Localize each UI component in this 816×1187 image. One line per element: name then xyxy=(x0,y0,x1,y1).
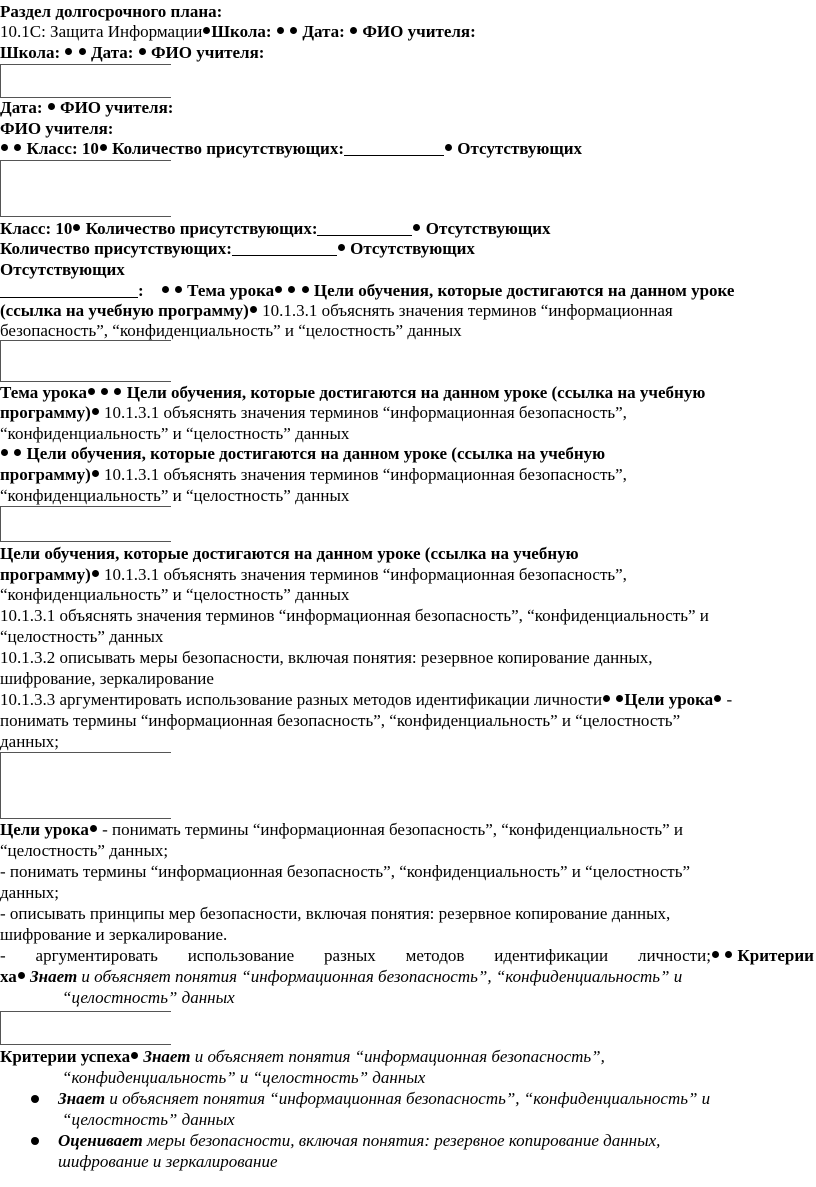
class-line-2: Класс: 10 Количество присутствующих: Отсутствующих xyxy=(0,219,551,238)
goal-1-line-b: данных; xyxy=(0,732,60,751)
goals-line-5: - описывать принципы мер безопасности, включая понятия: резервное копирование данных, xyxy=(0,904,671,923)
present-line: Количество присутствующих: Отсутствующих xyxy=(0,239,475,258)
bullet-icon xyxy=(131,1052,138,1059)
objective-1-line-2: “целостность” данных xyxy=(0,627,164,646)
topic-block-2-line-1: Тема урока Цели обучения, которые достигаются на данном уроке (ссылка на учебную xyxy=(0,383,706,402)
bullet-icon xyxy=(275,286,282,293)
goals-line-2: “целостность” данных; xyxy=(0,841,169,860)
header-line-4: Дата: ФИО учителя: xyxy=(0,98,174,117)
bullet-icon xyxy=(14,144,21,151)
bullet-icon xyxy=(714,695,721,702)
bullet-icon xyxy=(338,244,345,251)
topic-block-2-line-2: программу) 10.1.3.1 объяснять значения терминов “информационная безопасность”, xyxy=(0,403,627,422)
topic-line-1: : Тема урока Цели обучения, которые достигаются на данном уроке xyxy=(0,280,734,301)
bullet-icon xyxy=(92,470,99,477)
bullet-icon xyxy=(288,286,295,293)
goals-block-line-1: Цели обучения, которые достигаются на данном уроке (ссылка на учебную xyxy=(0,544,579,563)
bullet-icon xyxy=(139,48,146,55)
plan-section-label: Раздел долгосрочного плана: xyxy=(0,2,223,21)
topic-block-3-line-1: Цели обучения, которые достигаются на данном уроке (ссылка на учебную xyxy=(0,443,605,464)
bullet-icon xyxy=(18,972,25,979)
bullet-icon xyxy=(290,27,297,34)
bullet-icon xyxy=(101,388,108,395)
topic-line-2: (ссылка на учебную программу) 10.1.3.1 объяснять значения терминов “информационная xyxy=(0,301,673,320)
bullet-icon xyxy=(100,144,107,151)
bullet-icon xyxy=(65,48,72,55)
bullet-icon xyxy=(88,388,95,395)
goals-line-1: Цели урока - понимать термины “информационная безопасность”, “конфиденциальность” и xyxy=(0,820,683,839)
bullet-icon xyxy=(445,144,452,151)
bullet-icon xyxy=(277,27,284,34)
class-line-1: Класс: 10 Количество присутствующих: Отсутствующих xyxy=(0,138,582,159)
goals-line-7: - аргументировать использование разных методов идентификации личности; Критерии xyxy=(0,946,814,965)
table-cell-frame xyxy=(0,160,171,217)
bullet-icon xyxy=(48,103,55,110)
bullet-icon xyxy=(413,224,420,231)
goals-line-3: - понимать термины “информационная безопасность”, “конфиденциальность” и “целостность” xyxy=(0,862,691,881)
bullet-icon xyxy=(92,570,99,577)
goals-block-line-3: “конфиденциальность” и “целостность” данных xyxy=(0,585,350,604)
bullet-icon xyxy=(92,408,99,415)
goals-line-4: данных; xyxy=(0,883,60,902)
bullet-icon xyxy=(1,144,8,151)
table-cell-frame xyxy=(0,340,171,382)
teacher-label: ФИО учителя: xyxy=(0,119,114,138)
section-name: 10.1С: Защита Информации xyxy=(0,22,203,41)
header-line-2: 10.1С: Защита Информации Школа: Дата: ФИО учителя: xyxy=(0,22,476,41)
bullet-icon xyxy=(175,286,182,293)
bullet-icon xyxy=(114,388,121,395)
bullet-icon xyxy=(616,695,623,702)
bullet-icon xyxy=(1,449,8,456)
objective-2-line-1: 10.1.3.2 описывать меры безопасности, включая понятия: резервное копирование данных, xyxy=(0,648,653,667)
bullet-icon xyxy=(712,951,719,958)
table-cell-frame xyxy=(0,506,171,542)
criteria-frag-line-2: “целостность” данных xyxy=(62,988,235,1007)
header-line-3: Школа: Дата: ФИО учителя: xyxy=(0,43,265,62)
bullet-icon xyxy=(302,286,309,293)
criteria-item-evaluates-end: шифрование и зеркалирование xyxy=(58,1152,278,1171)
bullet-icon xyxy=(14,449,21,456)
bullet-icon xyxy=(73,224,80,231)
bullet-icon xyxy=(725,951,732,958)
criteria-line-2: “конфиденциальность” и “целостность” данных xyxy=(62,1068,426,1087)
criteria-item-knows-end: “целостность” данных xyxy=(62,1110,235,1129)
topic-block-3-line-2: программу) 10.1.3.1 объяснять значения терминов “информационная безопасность”, xyxy=(0,465,627,484)
table-cell-frame xyxy=(0,1011,171,1045)
criteria-frag-line-1: ха Знает и объясняет понятия “информационная безопасность”, “конфиденциальность” и xyxy=(0,967,683,986)
topic-block-2-line-3: “конфиденциальность” и “целостность” данных xyxy=(0,424,350,443)
table-cell-frame xyxy=(0,752,171,819)
bullet-icon xyxy=(203,27,210,34)
goals-block-line-2: программу) 10.1.3.1 объяснять значения терминов “информационная безопасность”, xyxy=(0,565,627,584)
bullet-icon xyxy=(90,825,97,832)
criteria-line-1: Критерии успеха Знает и объясняет понятия “информационная безопасность”, xyxy=(0,1047,605,1066)
bullet-icon xyxy=(350,27,357,34)
bullet-icon xyxy=(162,286,169,293)
bullet-icon xyxy=(250,306,257,313)
bullet-icon xyxy=(31,1095,39,1103)
table-cell-frame xyxy=(0,64,171,98)
absent-label: Отсутствующих xyxy=(0,260,125,279)
bullet-icon xyxy=(31,1137,39,1145)
objective-1-line-1: 10.1.3.1 объяснять значения терминов “информационная безопасность”, “конфиденциальность” и xyxy=(0,606,709,625)
topic-line-3: безопасность”, “конфиденциальность” и “целостность” данных xyxy=(0,321,462,340)
goal-1-line-a: понимать термины “информационная безопасность”, “конфиденциальность” и “целостность” xyxy=(0,711,681,730)
objective-2-line-2: шифрование, зеркалирование xyxy=(0,669,214,688)
bullet-icon xyxy=(79,48,86,55)
topic-block-3-line-3: “конфиденциальность” и “целостность” данных xyxy=(0,486,350,505)
bullet-icon xyxy=(603,695,610,702)
objective-3-line: 10.1.3.3 аргументировать использование разных методов идентификации личности Цели урока - xyxy=(0,690,733,709)
goals-line-6: шифрование и зеркалирование. xyxy=(0,925,228,944)
